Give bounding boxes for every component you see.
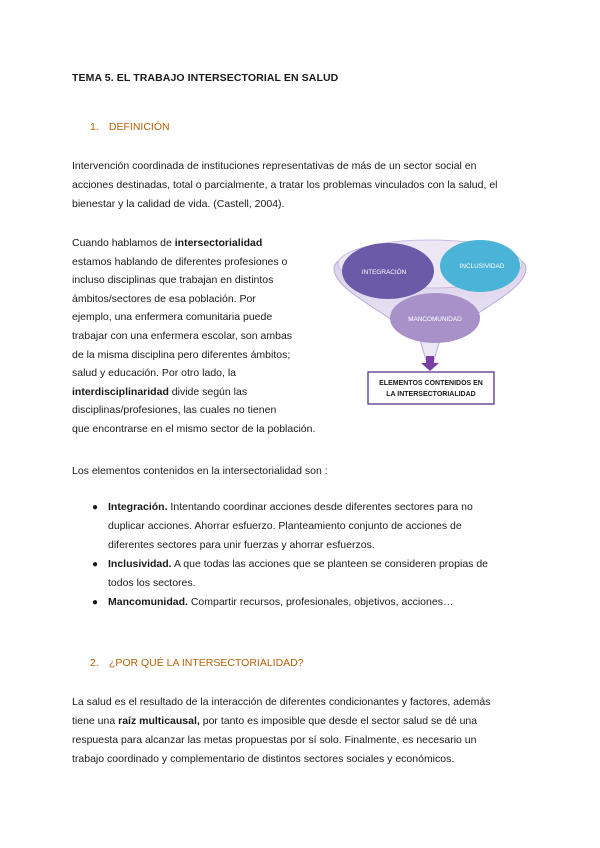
bold-term: intersectorialidad — [174, 237, 263, 249]
elements-intro: Los elementos contenidos en la intersectorialidad son : — [72, 465, 328, 477]
text-run: Compartir recursos, profesionales, objetivos, acciones… — [187, 596, 454, 608]
paragraph-line: trabajar con una enfermera escolar, son ambas — [72, 329, 293, 342]
list-line — [108, 593, 530, 612]
section-number: 2. — [90, 657, 99, 669]
bullet-icon: ● — [92, 597, 99, 608]
paragraph-line: respuesta para alcanzar las metas propuestas por sí solo. Finalmente, es necesario un — [72, 734, 477, 746]
paragraph-line: estamos hablando de diferentes profesiones o — [72, 255, 288, 268]
paragraph-line: ámbitos/sectores de esa población. Por — [72, 292, 256, 305]
section-heading-por-que — [90, 657, 304, 669]
paragraph-line: de la misma disciplina pero diferentes ámbitos; — [72, 348, 291, 361]
text-run: A que todas las acciones que se planteen se consideren propias de — [171, 558, 488, 570]
bold-term: Inclusividad. — [108, 558, 172, 570]
diagram-caption-box — [368, 372, 494, 404]
list-line: todos los sectores. — [108, 577, 196, 589]
paragraph-line: incluso disciplinas que trabajan en distintos — [72, 274, 274, 287]
inclusividad-label: INCLUSIVIDAD — [459, 263, 505, 270]
section-heading-definicion — [90, 121, 170, 133]
list-line: diferentes sectores para unir fuerzas y ahorrar esfuerzos. — [108, 539, 375, 551]
bullet-icon: ● — [92, 502, 99, 513]
why-paragraph — [72, 693, 528, 769]
list-item — [90, 498, 530, 555]
integracion-label: INTEGRACIÓN — [361, 269, 407, 276]
paragraph-line: que encontrarse en el mismo sector de la población. — [72, 422, 316, 435]
bold-term: interdisciplinaridad — [72, 385, 169, 398]
text-run: por tanto es imposible que desde el sector salud se dé una — [199, 715, 478, 727]
text-run: tiene una — [72, 715, 119, 727]
paragraph-line: disciplinas/profesiones, las cuales no tienen — [72, 404, 277, 417]
section-number: 1. — [90, 121, 99, 133]
list-line: duplicar acciones. Ahorrar esfuerzo. Planteamiento conjunto de acciones de — [108, 520, 462, 532]
list-item — [90, 555, 530, 593]
definition-paragraph — [72, 157, 528, 214]
section-label: ¿POR QUÉ LA INTERSECTORIALIDAD? — [108, 657, 304, 669]
intersectorialidad-diagram — [330, 230, 530, 410]
section-label: DEFINICIÓN — [108, 121, 170, 133]
text-run: Intentando coordinar acciones desde diferentes sectores para no — [167, 501, 473, 513]
bold-term: Mancomunidad. — [108, 596, 188, 608]
definition-line: acciones destinadas, total o parcialmente, a tratar los problemas vinculados con la salud, el — [72, 179, 498, 191]
definition-line: Intervención coordinada de instituciones representativas de más de un sector social en — [72, 160, 477, 172]
list-line — [108, 498, 530, 517]
text-run: divide según las — [168, 385, 248, 398]
paragraph-line: La salud es el resultado de la interacción de diferentes condicionantes y factores, además — [72, 696, 491, 708]
paragraph-line: trabajo coordinado y complementario de distintos sectores sociales y económicos. — [72, 753, 455, 765]
bold-term: raíz multicausal, — [118, 715, 200, 727]
list-line — [108, 555, 530, 574]
paragraph-line — [72, 234, 342, 253]
definition-line: bienestar y la calidad de vida. (Castell, 2004). — [72, 198, 285, 210]
text-run: Cuando hablamos de — [72, 237, 175, 249]
bold-term: Integración. — [108, 501, 168, 513]
paragraph-line: salud y educación. Por otro lado, la — [72, 367, 237, 380]
page-title: TEMA 5. EL TRABAJO INTERSECTORIAL EN SALUD — [72, 72, 339, 84]
paragraph-line — [72, 383, 342, 402]
intersectorialidad-paragraph — [72, 234, 342, 439]
diagram-caption-line: ELEMENTOS CONTENIDOS EN — [379, 380, 483, 387]
list-item — [90, 593, 530, 612]
paragraph-line — [72, 712, 528, 731]
paragraph-line: ejemplo, una enfermera comunitaria puede — [72, 311, 273, 324]
arrow-down-icon — [421, 356, 439, 371]
elements-list — [90, 498, 530, 612]
mancomunidad-label: MANCOMUNIDAD — [408, 316, 462, 323]
bullet-icon: ● — [92, 559, 99, 570]
diagram-caption-line: LA INTERSECTORIALIDAD — [386, 391, 476, 398]
